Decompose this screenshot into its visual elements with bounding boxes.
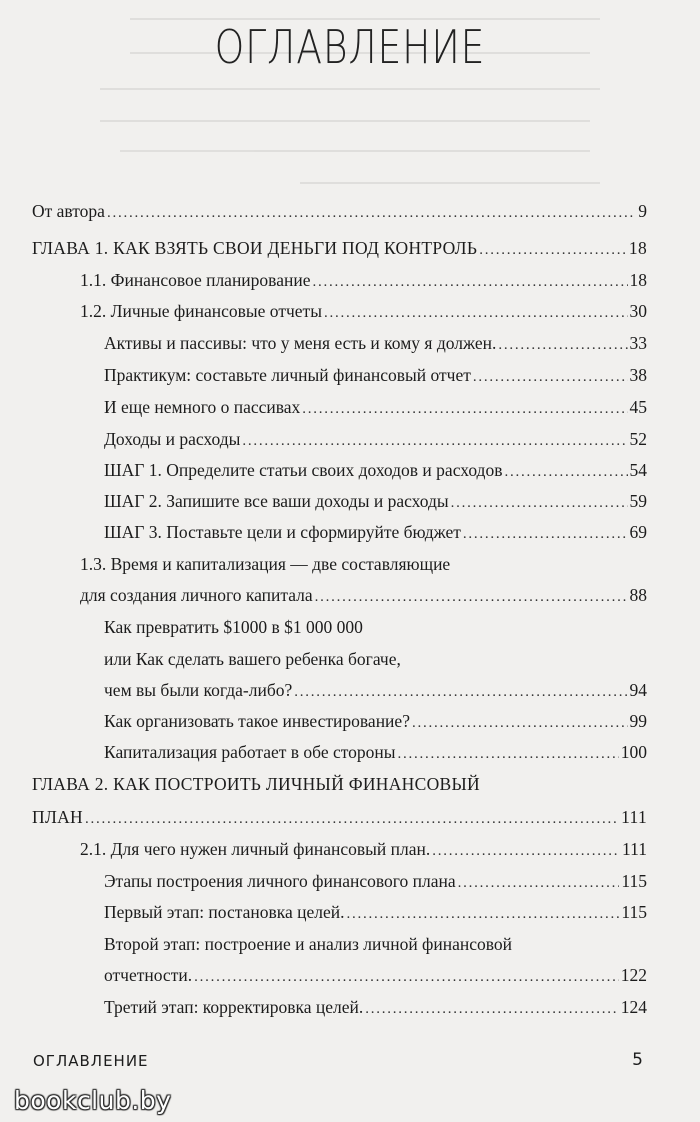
toc-entry-page: 54 — [629, 460, 647, 480]
page-title: ОГЛАВЛЕНИЕ — [214, 20, 486, 74]
running-footer-title: ОГЛАВЛЕНИЕ — [33, 1052, 149, 1070]
leader-dots — [324, 302, 628, 324]
leader-dots — [194, 966, 619, 988]
toc-entry-page: 59 — [629, 491, 647, 511]
toc-entry-page: 30 — [629, 301, 647, 321]
toc-entry[interactable] — [104, 428, 647, 452]
toc-entry[interactable] — [104, 679, 647, 703]
toc-entry-page: 122 — [620, 965, 647, 985]
toc-entry[interactable] — [104, 710, 647, 734]
toc-entry-label: Доходы и расходы — [104, 429, 241, 449]
toc-entry[interactable] — [80, 300, 647, 324]
page-number: 5 — [632, 1050, 643, 1070]
toc-entry-label: И еще немного о пассивах — [104, 397, 301, 417]
toc-entry[interactable] — [80, 838, 647, 862]
toc-entry-label: ШАГ 3. Поставьте цели и сформируйте бюджет — [104, 522, 461, 542]
toc-entry-label: Практикум: составьте личный финансовый отчет — [104, 365, 471, 385]
toc-entry[interactable] — [80, 269, 647, 293]
toc-entry-label-line2: или Как сделать вашего ребенка богаче, — [104, 649, 401, 669]
toc-entry-page: 111 — [622, 839, 647, 859]
toc-entry-page: 52 — [629, 429, 647, 449]
toc-entry-label: Первый этап: постановка целей. — [104, 902, 345, 922]
toc-entry-label: От автора — [32, 201, 105, 221]
leader-dots — [242, 430, 627, 452]
leader-dots — [479, 239, 627, 261]
toc-entry-label: ШАГ 2. Запишите все ваши доходы и расходы — [104, 491, 449, 511]
toc-entry-page: 100 — [620, 742, 647, 762]
toc-entry-label-line1: 1.3. Время и капитализация — две составляющие — [80, 554, 451, 574]
leader-dots — [315, 586, 628, 608]
toc-entry-page: 45 — [629, 397, 647, 417]
leader-dots — [504, 461, 627, 483]
leader-dots — [294, 681, 627, 703]
toc-entry-label-line1: Второй этап: построение и анализ личной финансовой — [104, 934, 513, 954]
toc-entry[interactable] — [80, 584, 647, 608]
toc-entry-label: Активы и пассивы: что у меня есть и кому я должен. — [104, 333, 497, 353]
toc-entry[interactable] — [104, 521, 647, 545]
toc-chapter-label-line1: ГЛАВА 2. КАК ПОСТРОИТЬ ЛИЧНЫЙ ФИНАНСОВЫЙ — [32, 774, 480, 794]
leader-dots — [302, 398, 627, 420]
toc-chapter-label: ГЛАВА 1. КАК ВЗЯТЬ СВОИ ДЕНЬГИ ПОД КОНТРОЛЬ — [32, 238, 478, 258]
leader-dots — [365, 998, 619, 1020]
toc-entry-label: чем вы были когда-либо? — [104, 680, 293, 700]
leader-dots — [398, 743, 619, 765]
toc-entry-label: ШАГ 1. Определите статьи своих доходов и расходов — [104, 460, 503, 480]
toc-entry-page: 88 — [629, 585, 647, 605]
toc-entry[interactable] — [104, 332, 647, 356]
leader-dots — [451, 492, 628, 514]
leader-dots — [498, 334, 627, 356]
toc-entry-label: 1.2. Личные финансовые отчеты — [80, 301, 322, 321]
toc-entry-page: 18 — [628, 238, 647, 258]
toc-entry-page: 69 — [629, 522, 647, 542]
toc-entry[interactable] — [104, 364, 647, 388]
toc-entry[interactable] — [104, 490, 647, 514]
leader-dots — [347, 903, 620, 925]
leader-dots — [432, 840, 620, 862]
toc-entry-label: Третий этап: корректировка целей. — [104, 997, 364, 1017]
toc-entry[interactable] — [104, 996, 647, 1020]
toc-entry[interactable] — [104, 964, 647, 988]
toc-chapter[interactable] — [32, 237, 647, 261]
toc-chapter-label: ПЛАН — [32, 807, 83, 827]
toc-entry-page: 115 — [621, 902, 647, 922]
toc-entry-label: Как организовать такое инвестирование? — [104, 711, 410, 731]
toc-entry-page: 111 — [621, 807, 647, 827]
toc-entry-label: отчетности. — [104, 965, 193, 985]
toc-entry[interactable] — [32, 200, 647, 224]
toc-entry-page: 18 — [629, 270, 647, 290]
toc-entry-page: 33 — [629, 333, 647, 353]
toc-entry-page: 124 — [620, 997, 647, 1017]
toc-chapter[interactable] — [32, 806, 647, 830]
leader-dots — [473, 366, 628, 388]
toc-entry-page: 99 — [629, 711, 647, 731]
toc-entry-label: Капитализация работает в обе стороны — [104, 742, 396, 762]
toc-entry[interactable] — [104, 901, 647, 925]
leader-dots — [312, 271, 627, 293]
toc-entry[interactable] — [104, 396, 647, 420]
toc-entry-label: для создания личного капитала — [80, 585, 313, 605]
toc-entry-label-line1: Как превратить $1000 в $1 000 000 — [104, 617, 363, 637]
leader-dots — [412, 712, 628, 734]
toc-entry-label: Этапы построения личного финансового плана — [104, 871, 456, 891]
toc-entry[interactable] — [104, 459, 647, 483]
leader-dots — [458, 872, 620, 894]
toc-entry-page: 94 — [629, 680, 647, 700]
leader-dots — [107, 202, 636, 224]
toc-entry-label: 1.1. Финансовое планирование — [80, 270, 311, 290]
toc-entry[interactable] — [104, 741, 647, 765]
toc-entry-page: 115 — [621, 871, 647, 891]
toc-entry-page: 38 — [629, 365, 647, 385]
leader-dots — [85, 808, 619, 830]
leader-dots — [463, 523, 628, 545]
watermark: bookclub.by — [14, 1086, 172, 1115]
toc-entry-label: 2.1. Для чего нужен личный финансовый план. — [80, 839, 431, 859]
toc-entry[interactable] — [104, 870, 647, 894]
toc-entry-page: 9 — [638, 201, 647, 221]
